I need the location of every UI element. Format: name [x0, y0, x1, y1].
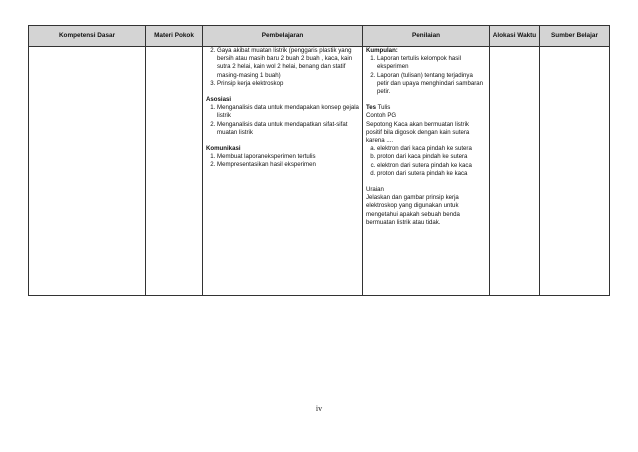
option-item: a. elektron dari kaca pindah ke sutera [377, 145, 486, 153]
cell-penilaian [363, 47, 490, 296]
cell-alokasi-waktu [490, 47, 540, 296]
tes-type: Tulis [376, 104, 391, 112]
list-item: 2. Mempresentasikan hasil eksperimen [217, 161, 359, 169]
asosiasi-heading: Asosiasi [206, 96, 232, 104]
cell-kompetensi-dasar [29, 47, 146, 296]
header-alokasi-waktu: Alokasi Waktu [490, 26, 540, 47]
page-number: iv [315, 404, 323, 413]
answer-options [366, 145, 486, 178]
question-text: Sepotong Kaca akan bermuatan listrik positif bila digosok dengan kain sutera karena .... [366, 120, 470, 145]
header-sumber-belajar: Sumber Belajar [540, 26, 610, 47]
list-item: 1. Membuat laporaneksperimen tertulis [217, 153, 359, 161]
cell-materi-pokok [146, 47, 203, 296]
contoh-label: Contoh PG [366, 112, 397, 120]
header-pembelajaran: Pembelajaran [203, 26, 363, 47]
header-penilaian: Penilaian [363, 26, 490, 47]
option-item: c. elektron dari sutera pindah ke kaca [377, 162, 486, 170]
tes-line [366, 104, 486, 112]
content-row [29, 47, 610, 296]
asosiasi-list [206, 104, 359, 137]
pembelajaran-list [206, 47, 359, 88]
list-item: 3. Prinsip kerja elektroskop [217, 80, 359, 88]
option-item: d. proton dari sutera pindah ke kaca [377, 170, 486, 178]
kumpulan-list [366, 55, 486, 96]
komunikasi-list [206, 153, 359, 169]
cell-sumber-belajar [540, 47, 610, 296]
tes-label: Tes [366, 104, 377, 112]
header-kompetensi-dasar: Kompetensi Dasar [29, 26, 146, 47]
kumpulan-heading: Kumpulan: [366, 47, 398, 54]
header-row [29, 26, 610, 47]
list-item: 1. Menganalisis data untuk mendapakan konsep gejala listrik [217, 104, 359, 120]
uraian-heading: Uraian [366, 186, 384, 194]
option-item: b. proton dari kaca pindah ke sutera [377, 153, 486, 161]
list-item: 2. Laporan (tulisan) tentang terjadinya petir dan upaya menghindari sambaran petir. [377, 72, 486, 97]
header-materi-pokok: Materi Pokok [146, 26, 203, 47]
uraian-text: Jelaskan dan gambar prinsip kerja elektroskop yang digunakan untuk mengetahui apakah sebuah benda bermuatan listrik atau tidak. [366, 194, 460, 226]
list-item: 2. Gaya akibat muatan listrik (penggaris plastik yang bersih atau masih baru 2 buah 2 buah , kaca, kain sutra 2 helai, kain wol 2 helai, benang dan statif masing-masing 1 buah) [217, 47, 359, 80]
cell-pembelajaran [203, 47, 363, 296]
komunikasi-heading: Komunikasi [206, 145, 241, 153]
list-item: 1. Laporan tertulis kelompok hasil eksperimen [377, 55, 486, 71]
syllabus-table [28, 25, 610, 296]
list-item: 2. Menganalisis data untuk mendapatkan sifat-sifat muatan listrik [217, 121, 359, 137]
